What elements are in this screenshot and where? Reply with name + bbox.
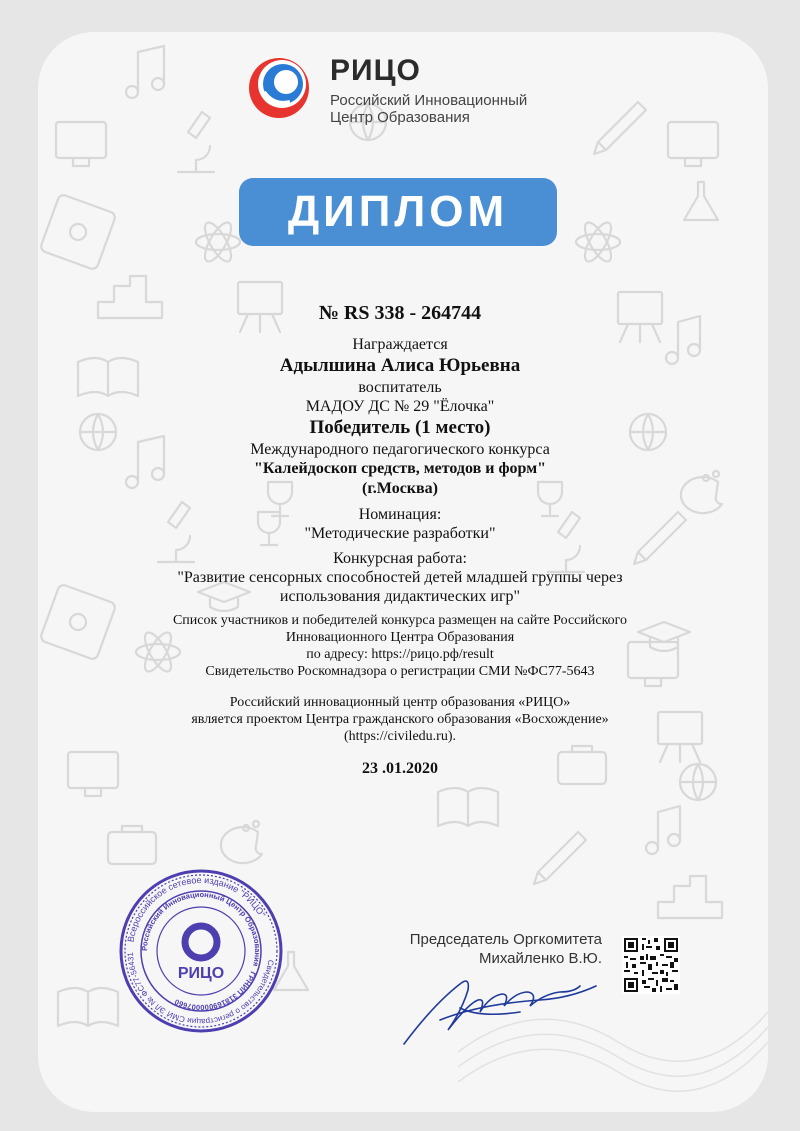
pencil-icon [594,102,646,154]
podium-icon [658,876,722,918]
diploma-content [120,296,680,779]
puzzle-icon [40,194,117,271]
music-note-icon [126,46,164,98]
diploma-banner: ДИПЛОМ [239,178,557,246]
stamp-inner-text: Российский Инновационный Центр Образования [139,889,263,968]
monitor-icon [68,752,118,796]
briefcase-icon [108,826,156,864]
atom-icon [576,219,620,265]
palette-icon [681,471,722,513]
contest-intro: Международного педагогического конкурса [250,441,550,458]
recipient-organization: МАДОУ ДС № 29 "Ёлочка" [305,398,495,415]
stamp-ring-icon [185,926,217,958]
stamp-center-label: РИЦО [177,965,225,982]
microscope-icon [178,112,214,172]
project-line3: (https://civiledu.ru). [344,729,456,744]
list-info-line2: Инновационного Центра Образования [285,630,515,645]
recipient-name: Адылшина Алиса Юрьевна [279,355,521,376]
recipient-position: воспитатель [358,379,442,396]
work-label: Конкурсная работа: [333,550,467,567]
diploma-number: № RS 338 - 264744 [318,302,482,324]
logo-swirl-icon [244,52,314,122]
ball-icon [680,764,716,800]
puzzle-icon [40,584,117,661]
flask-icon [684,182,718,220]
work-title-line2: использования дидактических игр" [279,588,521,605]
issue-date: 23 .01.2020 [362,760,438,777]
rico-logo [244,52,584,132]
book-icon [438,788,498,826]
list-info-line3: по адресу: https://рицо.рф/result [306,647,494,662]
nomination-label: Номинация: [358,506,442,523]
signature [400,968,610,1048]
stamp-ogrn-text: ГРНИП 318169000007660 [173,970,258,1013]
qr-code[interactable] [622,936,680,994]
contest-city: (г.Москва) [362,480,438,497]
nomination-value: "Методические разработки" [304,525,496,542]
stamp-bottom-text: Свидетельство о регистрации СМИ ЭЛ № ФС77-56431 [125,951,276,1027]
award-place: Победитель (1 место) [309,417,491,438]
stamp-outer-text: Всероссийское сетевое издание "РИЦО" [125,874,268,943]
palette-icon [221,821,262,863]
list-info-line1: Список участников и победителей конкурса размещен на сайте Российского [172,613,628,628]
logo-subtitle: Российский Инновационный Центр Образования [330,92,528,126]
project-line1: Российский инновационный центр образования «РИЦО» [229,695,571,710]
book-icon [58,988,118,1026]
monitor-icon [668,122,718,166]
contest-name: "Калейдоскоп средств, методов и форм" [254,460,546,477]
awarded-label: Награждается [352,336,448,353]
official-stamp [118,868,284,1034]
media-license: Свидетельство Роскомнадзора о регистрации СМИ №ФС77-5643 [205,664,595,679]
signatory-title: Председатель Оргкомитета [409,931,602,948]
project-line2: является проектом Центра гражданского образования «Восхождение» [191,712,609,727]
logo-title: РИЦО [330,54,421,87]
work-title-line1: "Развитие сенсорных способностей детей младшей группы через [177,569,623,586]
atom-icon [196,219,240,265]
signatory-block [340,930,602,968]
music-note-icon [646,806,680,854]
ball-icon [80,414,116,450]
pencil-icon [534,832,586,884]
signatory-name: Михайленко В.Ю. [478,950,602,967]
monitor-icon [56,122,106,166]
